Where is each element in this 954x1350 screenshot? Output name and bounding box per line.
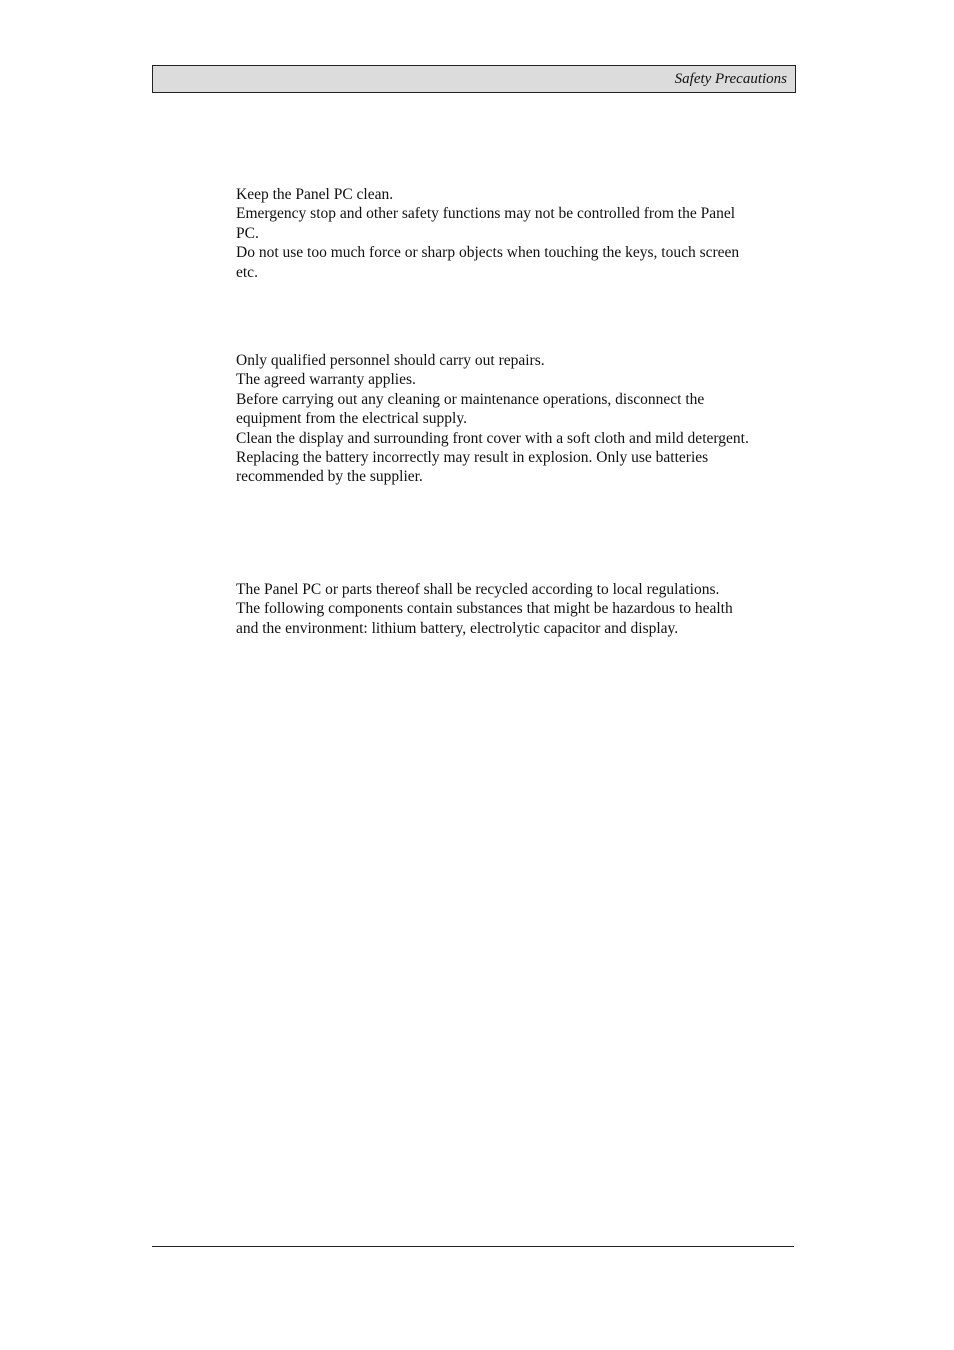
environment-precautions-list [236,580,756,638]
list-item: The agreed warranty applies. [236,371,416,389]
list-item: Do not use too much force or sharp objects when touching the keys, touch screen etc. [236,244,740,281]
list-item: Replacing the battery incorrectly may result in explosion. Only use batteries recommended by the supplier. [236,449,709,486]
header-title: Safety Precautions [674,71,787,87]
list-item: Clean the display and surrounding front cover with a soft cloth and mild detergent. [236,429,749,447]
list-item: The Panel PC or parts thereof shall be recycled according to local regulations. [236,581,720,598]
list-item: Keep the Panel PC clean. [236,186,394,203]
footer-divider [152,1246,794,1247]
list-item: Emergency stop and other safety functions may not be controlled from the Panel PC. [236,205,736,242]
list-item: Before carrying out any cleaning or maintenance operations, disconnect the equipment from the electrical supply. [236,390,705,428]
list-item: Only qualified personnel should carry out repairs. [236,352,545,369]
service-precautions-list [236,351,756,487]
list-item: The following components contain substances that might be hazardous to health and the environment: lithium battery, electrolytic capacitor and display. [236,600,733,637]
use-precautions-list [236,185,756,282]
page-header-bar [152,65,796,93]
